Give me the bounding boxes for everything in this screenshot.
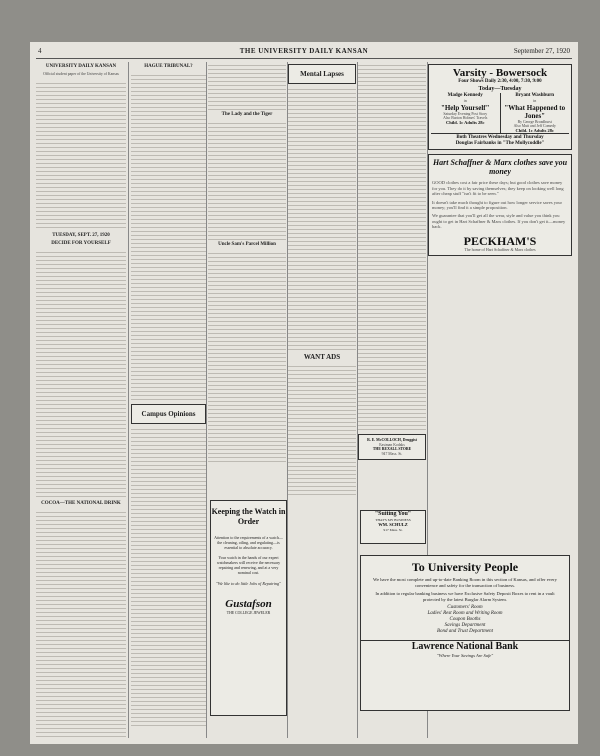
paper-title: THE UNIVERSITY DAILY KANSAN — [239, 47, 369, 55]
article-title: Uncle Sam's Parcel Million — [218, 242, 276, 247]
druggist-line: Eastman Kodaks — [379, 442, 405, 447]
bank-item: Bond and Trust Department — [437, 629, 493, 635]
mental-lapses-box — [288, 64, 356, 84]
theater-today: Today—Tuesday — [478, 86, 522, 92]
druggist-address: 947 Mass. St. — [381, 451, 403, 456]
schulz-ad — [360, 510, 426, 544]
column-lapses — [288, 62, 356, 738]
article-body — [208, 62, 286, 110]
article-title: HAGUE TRIBUNAL? — [144, 64, 193, 69]
left-extra: Saturday Evening Post Story — [443, 111, 488, 116]
peckham-sub: The home of Hart Schaffner & Marx clothes — [464, 246, 536, 252]
staff-list — [36, 80, 126, 230]
bank-slogan: "Where Your Savings Are Safe" — [436, 653, 494, 659]
theater-both: Both Theatres Wednesday and Thursday — [431, 133, 569, 141]
theater-right-bill — [501, 93, 570, 133]
hart-body: GOOD clothes cost a fair price these days; but good clothes save money for you. They do it by saving themselves; they keep on looking well long after cheap stuff "isn't fit to be seen." — [432, 180, 564, 197]
schulz-name: WM. SCHULZ — [378, 522, 408, 528]
right-also: Also Mutt and Jeff Comedy — [513, 124, 556, 129]
bank-items — [361, 605, 569, 635]
hart-body2: It doesn't take much thought to figure out how longer service saves your money; you'll find it a simple proposition. — [432, 199, 563, 210]
gustafson-title: Keeping the Watch in Order — [211, 507, 286, 526]
right-extra: By George Broadhurst — [517, 119, 552, 124]
bank-item: Coupon Booths — [449, 617, 481, 623]
article-body — [131, 426, 206, 726]
left-also: Also Burton Holmes' Travels — [443, 116, 488, 121]
jokes-body — [288, 86, 356, 351]
editorial-body — [36, 509, 126, 738]
masthead-date: September 27, 1920 — [513, 47, 570, 55]
bank-body: We have the most complete and up-to-date Banking Room in this section of Kansas, and offer every convenience and safety for the transaction of business. — [373, 577, 557, 588]
bank-name: Lawrence National Bank — [361, 640, 569, 653]
editorial-body — [36, 249, 126, 499]
right-star: Bryant Washburn — [515, 93, 555, 98]
theater-left-bill — [431, 93, 501, 133]
right-in: in — [533, 99, 537, 103]
article-body — [131, 72, 206, 402]
section-title: Campus Opinions — [141, 410, 196, 418]
masthead — [36, 46, 572, 59]
want-ads-body — [288, 363, 356, 498]
left-price: Child. 1c Adults 28c — [445, 119, 485, 125]
paper-tagline: Official student paper of the University of Kansas — [43, 72, 119, 76]
bank-item: Customers' Room — [447, 605, 483, 611]
gustafson-sub: THE COLLEGE JEWELER — [226, 611, 271, 615]
bank-title: To University People — [411, 560, 519, 574]
hart-body3: We guarantee that you'll get all the wear, style and value you think you ought to get in Hart Schaffner & Marx clothes. If you don't get it—money back. — [432, 213, 566, 230]
theater-title: Varsity - Bowersock — [452, 67, 548, 79]
left-film: "Help Yourself" — [440, 103, 490, 112]
hart-title: Hart Schaffner & Marx clothes save you money — [432, 158, 568, 177]
bank-item: Savings Department — [444, 623, 486, 629]
column-rule — [206, 62, 207, 738]
editorial-title: DECIDE FOR YOURSELF — [51, 240, 111, 246]
schulz-title: "Suiting You" — [374, 511, 412, 517]
column-articles — [131, 62, 206, 738]
want-ads-title: WANT ADS — [303, 353, 341, 361]
druggist-store: THE REXALL STORE — [372, 447, 412, 452]
left-in: in — [463, 99, 467, 103]
bank-body2: In addition to regular banking business we have Exclusive Safety Deposit Boxes to rent in a vault protected by the latest Burglar Alarm System. — [375, 591, 555, 602]
article-body — [208, 250, 286, 465]
gustafson-ad — [210, 500, 287, 716]
hart-ad — [428, 154, 572, 256]
right-film: "What Happened to Jones" — [504, 103, 566, 120]
page-number: 4 — [38, 47, 42, 55]
right-price: Child. 1c Adults 28c — [515, 127, 554, 133]
column-editorial — [36, 62, 126, 738]
gustafson-body: Attention to the requirements of a watch—the cleaning, oiling, and regulating—is essential to absolute accuracy. — [214, 535, 283, 550]
schulz-sub: THAT'S MY BUSINESS — [375, 518, 411, 522]
campus-opinions-box — [131, 404, 206, 424]
column-rule — [128, 62, 129, 738]
article-body — [208, 120, 286, 240]
peckham-name: PECKHAM'S — [463, 233, 537, 248]
gustafson-body2: Your watch in the hands of our expert watchmakers will receive the necessary repairing and renewing, and at a very nominal cost. — [216, 555, 281, 575]
classifieds-body — [358, 62, 426, 432]
theater-fairbanks: Douglas Fairbanks in "The Mollycoddle" — [455, 141, 545, 147]
bank-ad — [360, 555, 570, 711]
left-star: Madge Kennedy — [447, 93, 483, 98]
druggist-name: R. E. McCOLLOCH, Druggist — [367, 438, 417, 442]
theater-times: Four Shows Daily 2:30, 4:00, 7:30, 9:00 — [458, 79, 542, 84]
editorial-title: COCOA—THE NATIONAL DRINK — [41, 500, 121, 506]
bank-item: Ladies' Rest Room and Writing Room — [427, 611, 503, 617]
paper-name: UNIVERSITY DAILY KANSAN — [45, 64, 117, 69]
theater-ad — [428, 64, 572, 150]
schulz-address: 917 Mass. St. — [383, 527, 403, 532]
gustafson-quote: "We like to do little Jobs of Repairing" — [216, 581, 281, 586]
editorial-date: TUESDAY, SEPT. 27, 1920 — [52, 232, 110, 238]
gustafson-logo: Gustafson — [225, 598, 272, 610]
druggist-ad — [358, 434, 426, 460]
article-title: The Lady and the Tiger — [221, 112, 273, 117]
section-title: Mental Lapses — [300, 70, 344, 78]
